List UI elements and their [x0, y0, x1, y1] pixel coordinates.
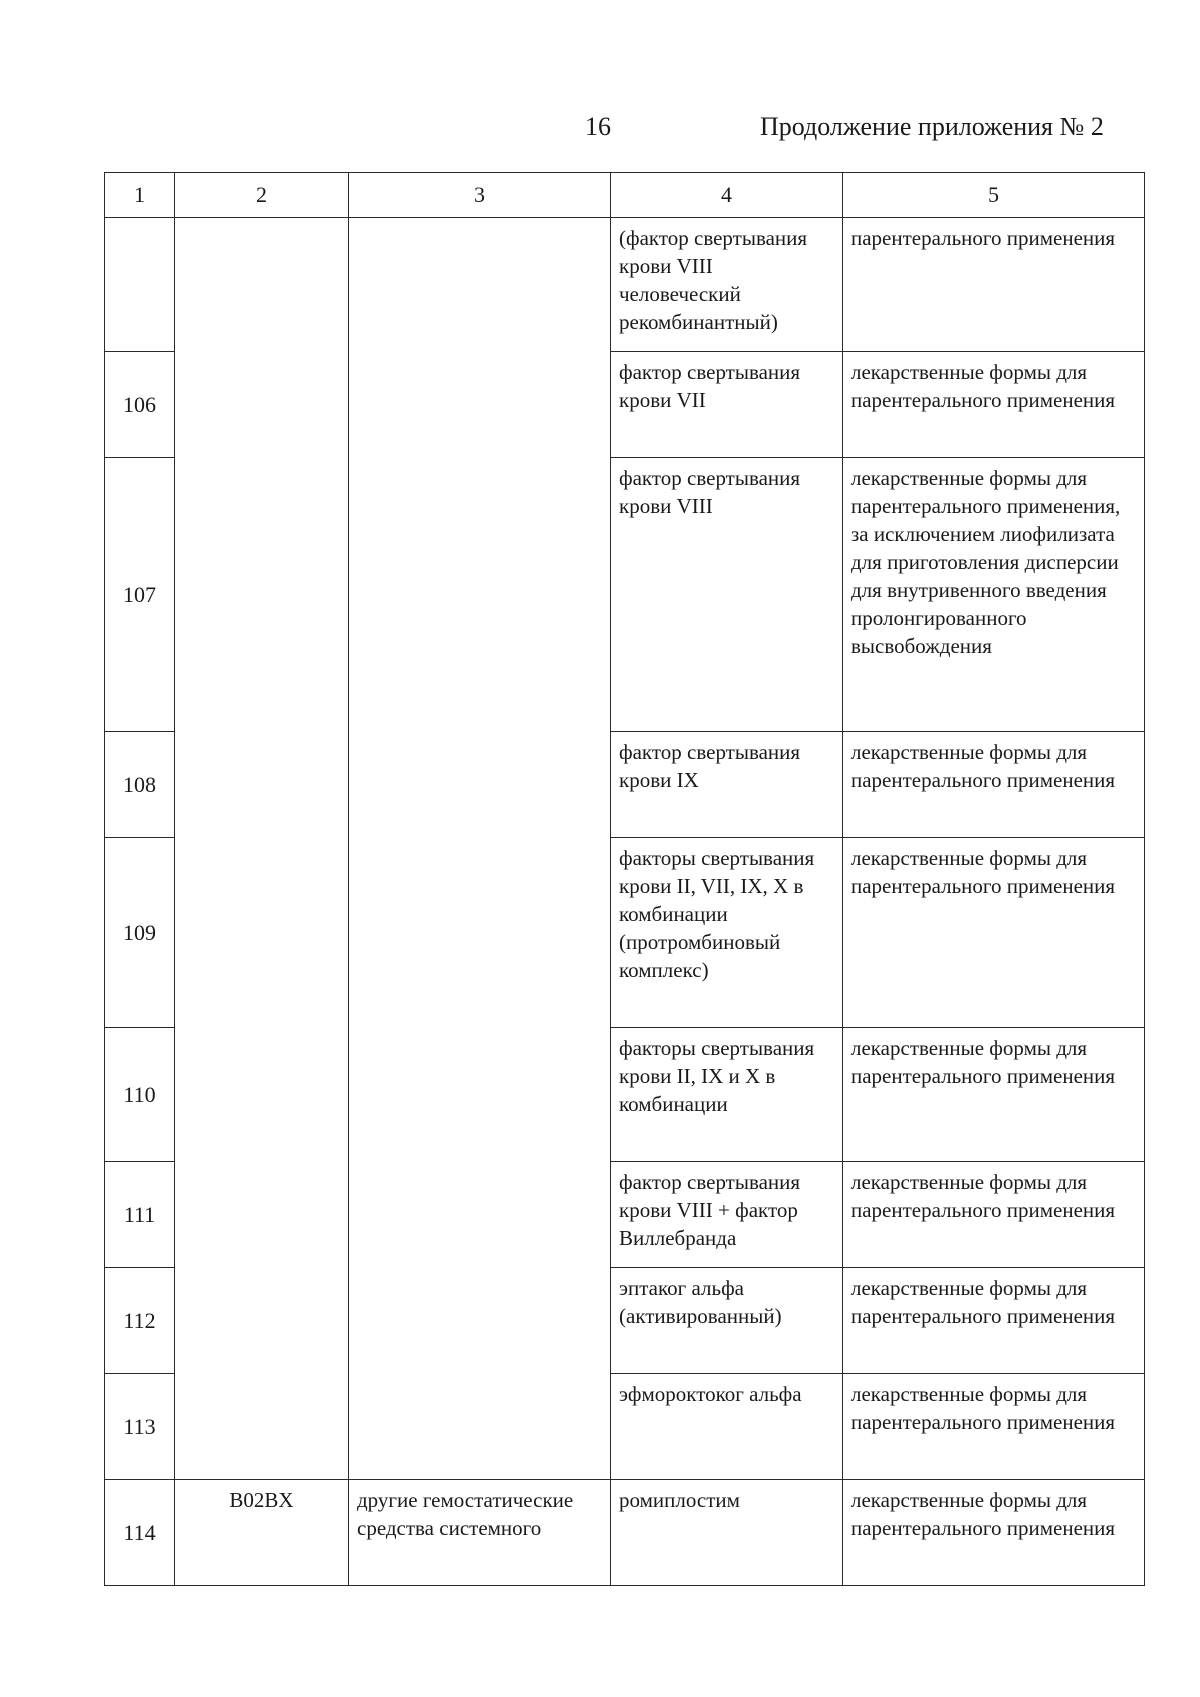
- merged-code-cell: [175, 218, 349, 1480]
- row-number: 111: [105, 1162, 175, 1268]
- appendix-continuation-title: Продолжение приложения № 2: [760, 112, 1104, 141]
- medicines-table: [104, 172, 1145, 1586]
- row-number: 108: [105, 732, 175, 838]
- dosage-form-cell: лекарственные формы для парентерального применения: [843, 1028, 1145, 1162]
- row-number: 113: [105, 1374, 175, 1480]
- row-number: 106: [105, 352, 175, 458]
- dosage-form-cell: лекарственные формы для парентерального применения: [843, 838, 1145, 1028]
- drug-name-cell: фактор свертывания крови VIII: [611, 458, 843, 732]
- atc-group-cell: другие гемостатические средства системного: [349, 1480, 611, 1586]
- drug-name-cell: фактор свертывания крови VIII + фактор Виллебранда: [611, 1162, 843, 1268]
- dosage-form-cell: лекарственные формы для парентерального применения: [843, 732, 1145, 838]
- merged-group-cell: [349, 218, 611, 1480]
- dosage-form-cell: лекарственные формы для парентерального применения: [843, 1268, 1145, 1374]
- column-header-5: 5: [843, 173, 1145, 218]
- atc-code-cell: B02BX: [175, 1480, 349, 1586]
- dosage-form-cell: лекарственные формы для парентерального применения: [843, 1162, 1145, 1268]
- row-number: 110: [105, 1028, 175, 1162]
- drug-name-cell: (фактор свертывания крови VIII человеческий рекомбинантный): [611, 218, 843, 352]
- row-number: 112: [105, 1268, 175, 1374]
- drug-name-cell: факторы свертывания крови II, VII, IX, X в комбинации (протромбиновый комплекс): [611, 838, 843, 1028]
- column-header-2: 2: [175, 173, 349, 218]
- drug-name-cell: эфмороктоког альфа: [611, 1374, 843, 1480]
- row-number: 109: [105, 838, 175, 1028]
- table-row-continuation: [105, 218, 1145, 352]
- dosage-form-cell: лекарственные формы для парентерального применения: [843, 352, 1145, 458]
- table-row: [105, 1480, 1145, 1586]
- row-number: 107: [105, 458, 175, 732]
- drug-name-cell: эптаког альфа (активированный): [611, 1268, 843, 1374]
- page-number: 16: [585, 112, 611, 141]
- table-header-row: [105, 173, 1145, 218]
- column-header-3: 3: [349, 173, 611, 218]
- dosage-form-cell: лекарственные формы для парентерального применения, за исключением лиофилизата для приготовления дисперсии для внутривенного введения пролонгированного высвобождения: [843, 458, 1145, 732]
- dosage-form-cell: парентерального применения: [843, 218, 1145, 352]
- drug-name-cell: фактор свертывания крови VII: [611, 352, 843, 458]
- column-header-1: 1: [105, 173, 175, 218]
- drug-name-cell: ромиплостим: [611, 1480, 843, 1586]
- dosage-form-cell: лекарственные формы для парентерального применения: [843, 1374, 1145, 1480]
- drug-name-cell: факторы свертывания крови II, IX и X в комбинации: [611, 1028, 843, 1162]
- dosage-form-cell: лекарственные формы для парентерального применения: [843, 1480, 1145, 1586]
- row-number-empty: [105, 218, 175, 352]
- column-header-4: 4: [611, 173, 843, 218]
- row-number: 114: [105, 1480, 175, 1586]
- drug-name-cell: фактор свертывания крови IX: [611, 732, 843, 838]
